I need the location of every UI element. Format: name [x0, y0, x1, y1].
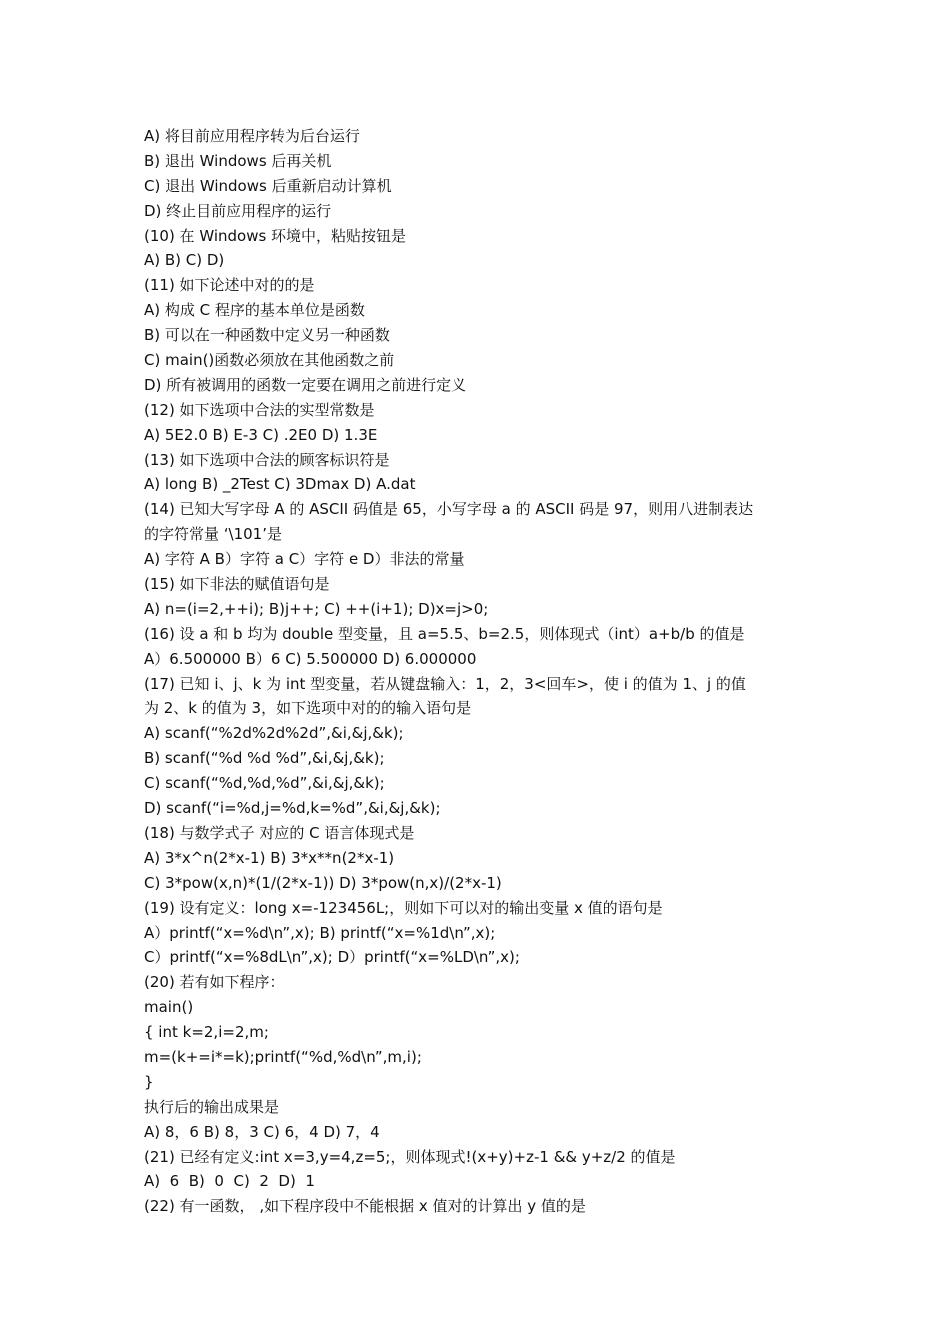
code-line: { int k=2,i=2,m; [144, 1023, 269, 1042]
text-line: A) 6 B) 0 C) 2 D) 1 [144, 1172, 315, 1191]
text-line: 为 2、k 的值为 3，如下选项中对的的输入语句是 [144, 699, 472, 718]
code-line: m=(k+=i*=k);printf(“%d,%d\n”,m,i); [144, 1047, 422, 1066]
code-line: } [144, 1072, 154, 1091]
question-line: (16) 设 a 和 b 均为 double 型变量，且 a=5.5、b=2.5，则体现式（int）a+b/b 的值是 [144, 624, 745, 643]
question-line: (14) 已知大写字母 A 的 ASCII 码值是 65，小写字母 a 的 ASCII 码是 97，则用八进制表达 [144, 500, 754, 519]
question-line: (22) 有一函数， ,如下程序段中不能根据 x 值对的计算出 y 值的是 [144, 1197, 586, 1216]
text-line: A) 3*x^n(2*x-1) B) 3*x**n(2*x-1) [144, 848, 395, 867]
text-line: C) 3*pow(x,n)*(1/(2*x-1)) D) 3*pow(n,x)/(2*x-1) [144, 873, 502, 892]
text-line: A) 8，6 B) 8，3 C) 6，4 D) 7，4 [144, 1122, 380, 1141]
text-line: 执行后的输出成果是 [144, 1097, 280, 1116]
question-line: (11) 如下论述中对的的是 [144, 276, 315, 295]
text-line: C) 退出 Windows 后重新启动计算机 [144, 176, 392, 195]
text-line: B) 退出 Windows 后再关机 [144, 151, 332, 170]
text-line: A) 构成 C 程序的基本单位是函数 [144, 301, 365, 320]
text-line: D) 所有被调用的函数一定要在调用之前进行定义 [144, 375, 467, 394]
text-line: A) B) C) D) [144, 251, 225, 270]
text-line: C）printf(“x=%8dL\n”,x); D）printf(“x=%LD\n”,x); [144, 948, 520, 967]
text-line: A) 5E2.0 B) E-3 C) .2E0 D) 1.3E [144, 425, 378, 444]
text-line: D) scanf(“i=%d,j=%d,k=%d”,&i,&j,&k); [144, 799, 441, 818]
text-line: 的字符常量 ‘\101’是 [144, 525, 282, 544]
question-line: (20) 若有如下程序： [144, 973, 285, 992]
text-line: A) 字符 A B）字符 a C）字符 e D）非法的常量 [144, 550, 465, 569]
text-line: B) 可以在一种函数中定义另一种函数 [144, 326, 390, 345]
question-line: (10) 在 Windows 环境中，粘贴按钮是 [144, 226, 407, 245]
text-line: A) scanf(“%2d%2d%2d”,&i,&j,&k); [144, 724, 404, 743]
text-line: C) scanf(“%d,%d,%d”,&i,&j,&k); [144, 774, 385, 793]
question-line: (19) 设有定义：long x=-123456L;，则如下可以对的输出变量 x 值的语句是 [144, 898, 663, 917]
question-line: (21) 已经有定义:int x=3,y=4,z=5;，则体现式!(x+y)+z-1 && y+z/2 的值是 [144, 1147, 676, 1166]
question-line: (13) 如下选项中合法的顾客标识符是 [144, 450, 390, 469]
text-line: D) 终止目前应用程序的运行 [144, 201, 332, 220]
question-line: (17) 已知 i、j、k 为 int 型变量，若从键盘输入：1，2，3<回车>，使 i 的值为 1、j 的值 [144, 674, 746, 693]
question-line: (12) 如下选项中合法的实型常数是 [144, 400, 375, 419]
text-line: A）6.500000 B）6 C) 5.500000 D) 6.000000 [144, 649, 477, 668]
code-line: main() [144, 998, 194, 1017]
text-line: A) 将目前应用程序转为后台运行 [144, 127, 360, 145]
text-line: C) main()函数必须放在其他函数之前 [144, 351, 395, 370]
text-line: A) long B) _2Test C) 3Dmax D) A.dat [144, 475, 416, 494]
question-line: (18) 与数学式子 对应的 C 语言体现式是 [144, 823, 415, 842]
question-line: (15) 如下非法的赋值语句是 [144, 575, 330, 594]
text-line: A）printf(“x=%d\n”,x); B) printf(“x=%1d\n”,x); [144, 923, 496, 942]
text-line: B) scanf(“%d %d %d”,&i,&j,&k); [144, 749, 385, 768]
text-line: A) n=(i=2,++i); B)j++; C) ++(i+1); D)x=j>0; [144, 599, 489, 618]
document-page [144, 124, 824, 1219]
